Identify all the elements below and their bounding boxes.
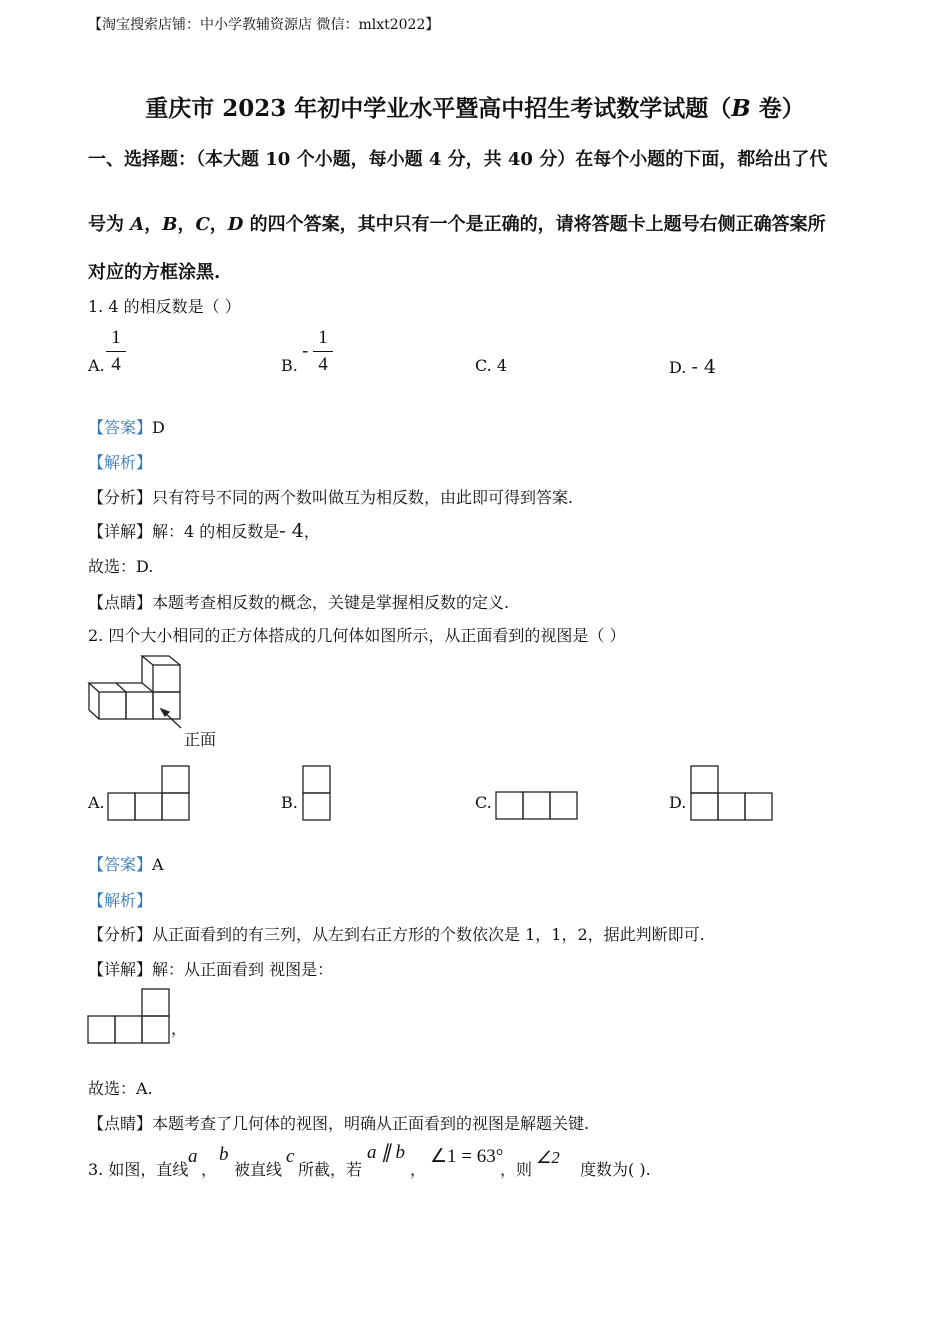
q3-sep2: ， [410, 1160, 427, 1179]
q3-mid2: 所截，若 [298, 1160, 363, 1179]
q2-option-b-view [301, 764, 333, 822]
q1-option-b-fraction: 1 4 [313, 327, 333, 376]
q2-solution-comma: ， [171, 1019, 188, 1038]
q1-answer: 【答案】D [88, 418, 165, 437]
section-heading-line2: 号为 A，B，C，D 的四个答案，其中只有一个是正确的，请将答题卡上题号右侧正确答案所 [88, 214, 826, 235]
q2-solid-figure [85, 652, 195, 732]
q2-option-a-label: A. [88, 793, 105, 812]
q3-angle1: ∠1 = 63° [430, 1146, 504, 1167]
q1-option-a-label: A. [88, 356, 105, 375]
q2-guxuan: 故选：A. [88, 1079, 153, 1098]
q1-stem: 1. 4 的相反数是（ ） [88, 297, 241, 316]
q2-option-c-label: C. [475, 793, 492, 812]
q2-option-d-view [689, 764, 775, 822]
q2-front-label: 正面 [184, 730, 217, 749]
q2-option-a-view [106, 764, 192, 822]
q2-stem: 2. 四个大小相同的正方体搭成的几何体如图所示，从正面看到的视图是（ ） [88, 626, 626, 645]
q1-xiangjie: 【详解】解：4 的相反数是- 4， [88, 520, 320, 542]
q3-line-c: c [286, 1146, 295, 1167]
q1-option-b-label: B. [281, 356, 298, 375]
q3-then: ，则 [500, 1160, 533, 1179]
q2-answer: 【答案】A [88, 855, 164, 874]
q3-mid: 被直线 [234, 1160, 283, 1179]
q2-option-c-view [494, 790, 580, 822]
q2-analysis-tag: 【解析】 [88, 891, 153, 910]
q1-guxuan: 故选：D. [88, 557, 154, 576]
page-title: 重庆市 2023 年初中学业水平暨高中招生考试数学试题（B 卷） [145, 95, 805, 122]
q2-xiangjie: 【详解】解：从正面看到 视图是： [88, 960, 334, 979]
q2-dianjing: 【点睛】本题考查了几何体的视图，明确从正面看到的视图是解题关键. [88, 1114, 590, 1133]
q1-option-d: D. - 4 [669, 356, 716, 378]
q3-line-b: b [219, 1144, 229, 1165]
q1-dianjing: 【点睛】本题考查相反数的概念，关键是掌握相反数的定义. [88, 593, 510, 612]
q1-analysis-tag: 【解析】 [88, 453, 153, 472]
q1-fenxi: 【分析】只有符号不同的两个数叫做互为相反数，由此即可得到答案. [88, 488, 574, 507]
section-heading-line3: 对应的方框涂黑. [88, 262, 221, 283]
q3-sep: ， [201, 1160, 218, 1179]
q3-end: 度数为( ). [580, 1160, 651, 1179]
section-heading-line1: 一、选择题：（本大题 10 个小题，每小题 4 分，共 40 分）在每个小题的下面，都给出了代 [88, 149, 828, 170]
q2-solution-view [86, 987, 172, 1045]
q2-option-d-label: D. [669, 793, 687, 812]
q1-option-a-fraction: 1 4 [106, 327, 126, 376]
q2-fenxi: 【分析】从正面看到的有三列，从左到右正方形的个数依次是 1，1，2，据此判断即可. [88, 925, 705, 944]
q1-option-c: C. 4 [475, 356, 508, 375]
q3-stem-pre: 3. 如图，直线 [88, 1160, 189, 1179]
q3-angle2: ∠2 [536, 1148, 560, 1167]
q1-option-b-sign: - [302, 340, 309, 362]
q3-line-a: a [188, 1146, 198, 1167]
header-note: 【淘宝搜索店铺：中小学教辅资源店 微信：mlxt2022】 [88, 17, 440, 33]
q2-option-b-label: B. [281, 793, 298, 812]
q3-parallel: a ∥ b [367, 1142, 405, 1163]
